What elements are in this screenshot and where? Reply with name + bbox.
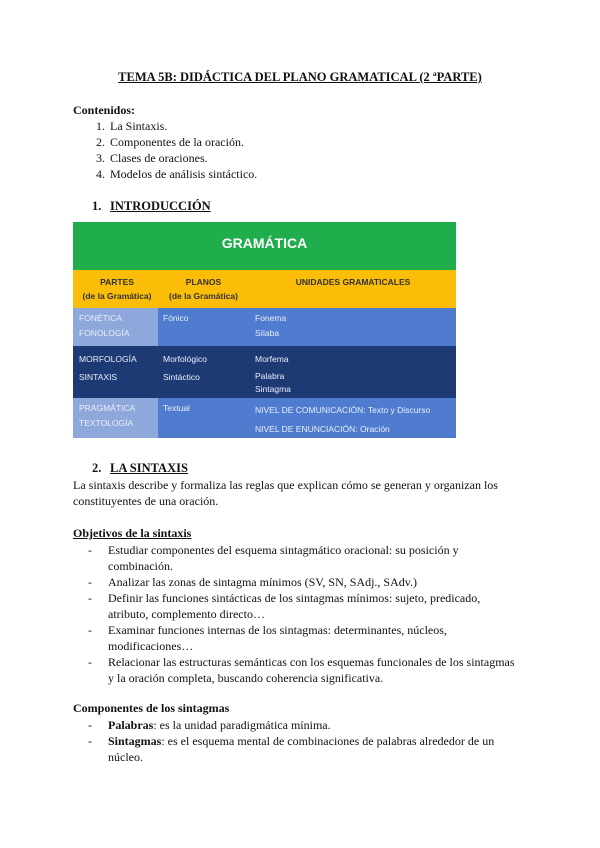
- section-heading-syntax: [92, 461, 188, 476]
- page-title: TEMA 5B: DIDÁCTICA DEL PLANO GRAMATICAL (2 ªPARTE): [118, 70, 482, 84]
- contents-heading: Contenidos:: [73, 103, 136, 117]
- components-list: [88, 717, 528, 765]
- section-title: INTRODUCCIÓN: [110, 199, 211, 213]
- syntax-intro: La sintaxis describe y formaliza las reglas que explican cómo se generan y organizan los constituyentes de una oración.: [73, 478, 498, 508]
- term: Palabras: [108, 718, 154, 732]
- section-title: LA SINTAXIS: [110, 461, 188, 475]
- section-number: 2.: [92, 461, 102, 475]
- table-cell: Palabra: [255, 371, 285, 381]
- list-item: 3. Clases de oraciones.: [108, 150, 257, 166]
- list-item: 2. Componentes de la oración.: [108, 134, 257, 150]
- table-cell: Sintáctico: [163, 372, 200, 382]
- section-number: 1.: [92, 199, 102, 213]
- table-cell: Fónico: [163, 313, 189, 323]
- list-item: 1. La Sintaxis.: [108, 118, 257, 134]
- grammar-table: [73, 222, 456, 438]
- grammar-table-title: GRAMÁTICA: [73, 222, 456, 270]
- list-item: - Estudiar componentes del esquema sintagmático oracional: su posición y combinación.: [88, 542, 528, 574]
- column-header-planes: PLANOS (de la Gramática): [169, 277, 238, 301]
- table-cell: Morfológico: [163, 354, 207, 364]
- contents-list: [88, 118, 257, 182]
- table-cell: PRAGMÁTICA: [79, 403, 136, 413]
- list-item: - Palabras: es la unidad paradigmática mínima.: [88, 717, 528, 733]
- table-cell: TEXTOLOGÍA: [79, 418, 134, 428]
- table-row: [73, 346, 456, 398]
- table-row: [73, 398, 456, 438]
- table-cell: NIVEL DE COMUNICACIÓN: Texto y Discurso: [255, 405, 431, 415]
- table-cell: Sintagma: [255, 384, 291, 394]
- list-item: - Sintagmas: es el esquema mental de combinaciones de palabras alrededor de un núcleo.: [88, 733, 528, 765]
- table-row: [73, 308, 456, 346]
- table-cell: FONÉTICA: [79, 313, 122, 323]
- grammar-table-columns: [73, 270, 456, 308]
- components-heading: Componentes de los sintagmas: [73, 701, 230, 715]
- objectives-list: [88, 542, 528, 686]
- column-header-units: UNIDADES GRAMATICALES: [295, 277, 411, 287]
- table-cell: Morfema: [255, 354, 289, 364]
- table-cell: SINTAXIS: [79, 372, 118, 382]
- table-cell: FONOLOGÍA: [79, 328, 130, 338]
- table-cell: MORFOLOGÍA: [79, 354, 137, 364]
- list-item: - Definir las funciones sintácticas de los sintagmas mínimos: sujeto, predicado, atributo, complemento directo…: [88, 590, 528, 622]
- list-item: - Examinar funciones internas de los sintagmas: determinantes, núcleos, modificaciones…: [88, 622, 528, 654]
- table-cell: Textual: [163, 403, 190, 413]
- objectives-heading: Objetivos de la sintaxis: [73, 526, 192, 540]
- table-cell: Fonema: [255, 313, 287, 323]
- list-item: 4. Modelos de análisis sintáctico.: [108, 166, 257, 182]
- table-cell: NIVEL DE ENUNCIACIÓN: Oración: [255, 424, 390, 434]
- section-heading-introduction: [92, 199, 211, 214]
- term: Sintagmas: [108, 734, 162, 748]
- list-item: - Analizar las zonas de sintagma mínimos (SV, SN, SAdj., SAdv.): [88, 574, 528, 590]
- column-header-parts: PARTES (de la Gramática): [82, 277, 152, 301]
- table-cell: Sílaba: [255, 328, 280, 338]
- list-item: - Relacionar las estructuras semánticas con los esquemas funcionales de los sintagmas y la oración completa, buscando coherencia significativa.: [88, 654, 528, 686]
